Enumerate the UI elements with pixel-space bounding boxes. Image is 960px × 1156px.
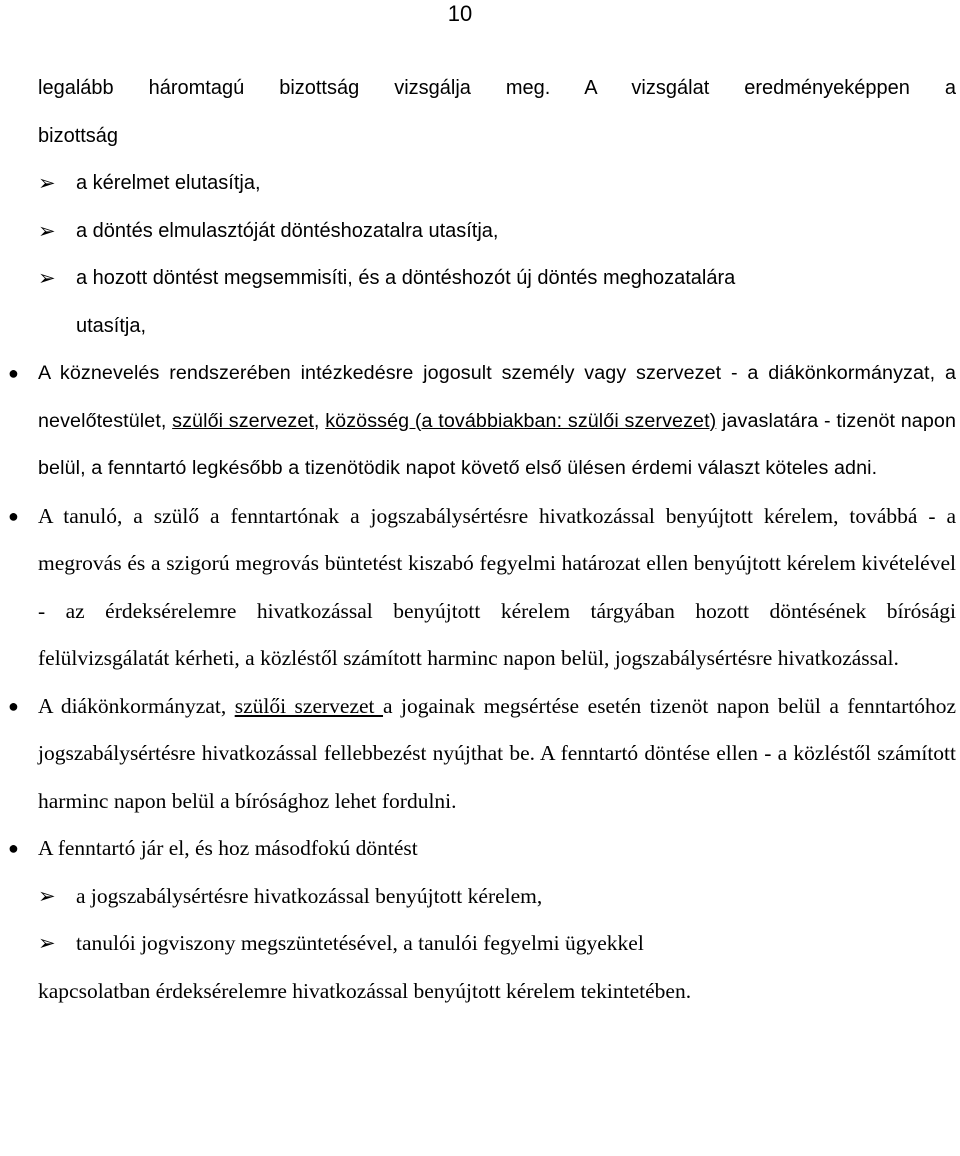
closing-line: kapcsolatban érdeksérelemre hivatkozással benyújtott kérelem tekintetében.: [38, 978, 692, 1003]
arrow-list-1: [38, 160, 956, 350]
bullet-icon: ●: [8, 838, 19, 858]
bullet-icon: ●: [8, 505, 19, 526]
bullet-paragraph-3: ● A diákönkormányzat, szülői szervezet a jogainak megsértése esetén tizenöt napon belül a fenntartóhoz jogszabálysértésre hivatkozással fellebbezést nyújthat be. A fenntartó döntése ellen - a közléstől számított harminc napon belül a bírósághoz lehet fordulni.: [38, 683, 956, 826]
underlined-text: szülői szervezet,: [172, 409, 320, 432]
bullet-paragraph-4: ● A fenntartó jár el, és hoz másodfokú döntést: [38, 825, 956, 873]
arrow-list-item: ➢ a hozott döntést megsemmisíti, és a döntéshozót új döntés meghozatalára: [38, 255, 956, 303]
arrow-bullet-icon: ➢: [38, 883, 56, 908]
arrow-list-item: ➢ a döntés elmulasztóját döntéshozatalra utasítja,: [38, 208, 956, 256]
underlined-text: szülői szervezet: [234, 693, 384, 718]
arrow-bullet-icon: ➢: [38, 219, 56, 243]
bullet-icon: ●: [8, 363, 19, 383]
arrow-list-2: [38, 873, 956, 968]
bullet-paragraph-2: ● A tanuló, a szülő a fenntartónak a jogszabálysértésre hivatkozással benyújtott kérelem, továbbá - a megrovás és a szigorú megrovás büntetést kiszabó fegyelmi határozat ellen benyújtott kérelem kivételével - az érdeksérelemre hivatkozással benyújtott kérelem tárgyában hozott döntésének bírósági felülvizsgálatát kérheti, a közléstől számított harminc napon belül, jogszabálysértésre hivatkozással.: [38, 493, 956, 683]
arrow-list-item: ➢ a kérelmet elutasítja,: [38, 160, 956, 208]
underlined-text: közösség (a továbbiakban: szülői szervezet): [325, 409, 717, 432]
arrow-bullet-icon: ➢: [38, 267, 56, 290]
page-number: 10: [447, 1, 473, 26]
bullet-icon: ●: [8, 695, 19, 716]
arrow-bullet-icon: ➢: [38, 931, 56, 955]
intro-line-1: legalább háromtagú bizottság vizsgálja meg. A vizsgálat eredményeképpen a: [38, 77, 956, 99]
intro-line-2: bizottság: [38, 124, 119, 147]
bullet-paragraph-1: ● A köznevelés rendszerében intézkedésre jogosult személy vagy szervezet - a diákönkormányzat, a nevelőtestület, szülői szervezet, közösség (a továbbiakban: szülői szervezet) javaslatára - tizenöt napon belül, a fenntartó legkésőbb a tizenötödik napot követő első ülésen érdemi választ köteles adni.: [38, 350, 956, 493]
arrow-bullet-icon: ➢: [38, 172, 56, 195]
arrow-list-item: ➢ a jogszabálysértésre hivatkozással benyújtott kérelem,: [38, 873, 956, 921]
arrow-list-item: ➢ tanulói jogviszony megszüntetésével, a tanulói fegyelmi ügyekkel: [38, 920, 956, 968]
intro-paragraph: [38, 65, 956, 160]
document-body: [8, 65, 957, 1015]
arrow-list-continuation: utasítja,: [76, 314, 147, 337]
